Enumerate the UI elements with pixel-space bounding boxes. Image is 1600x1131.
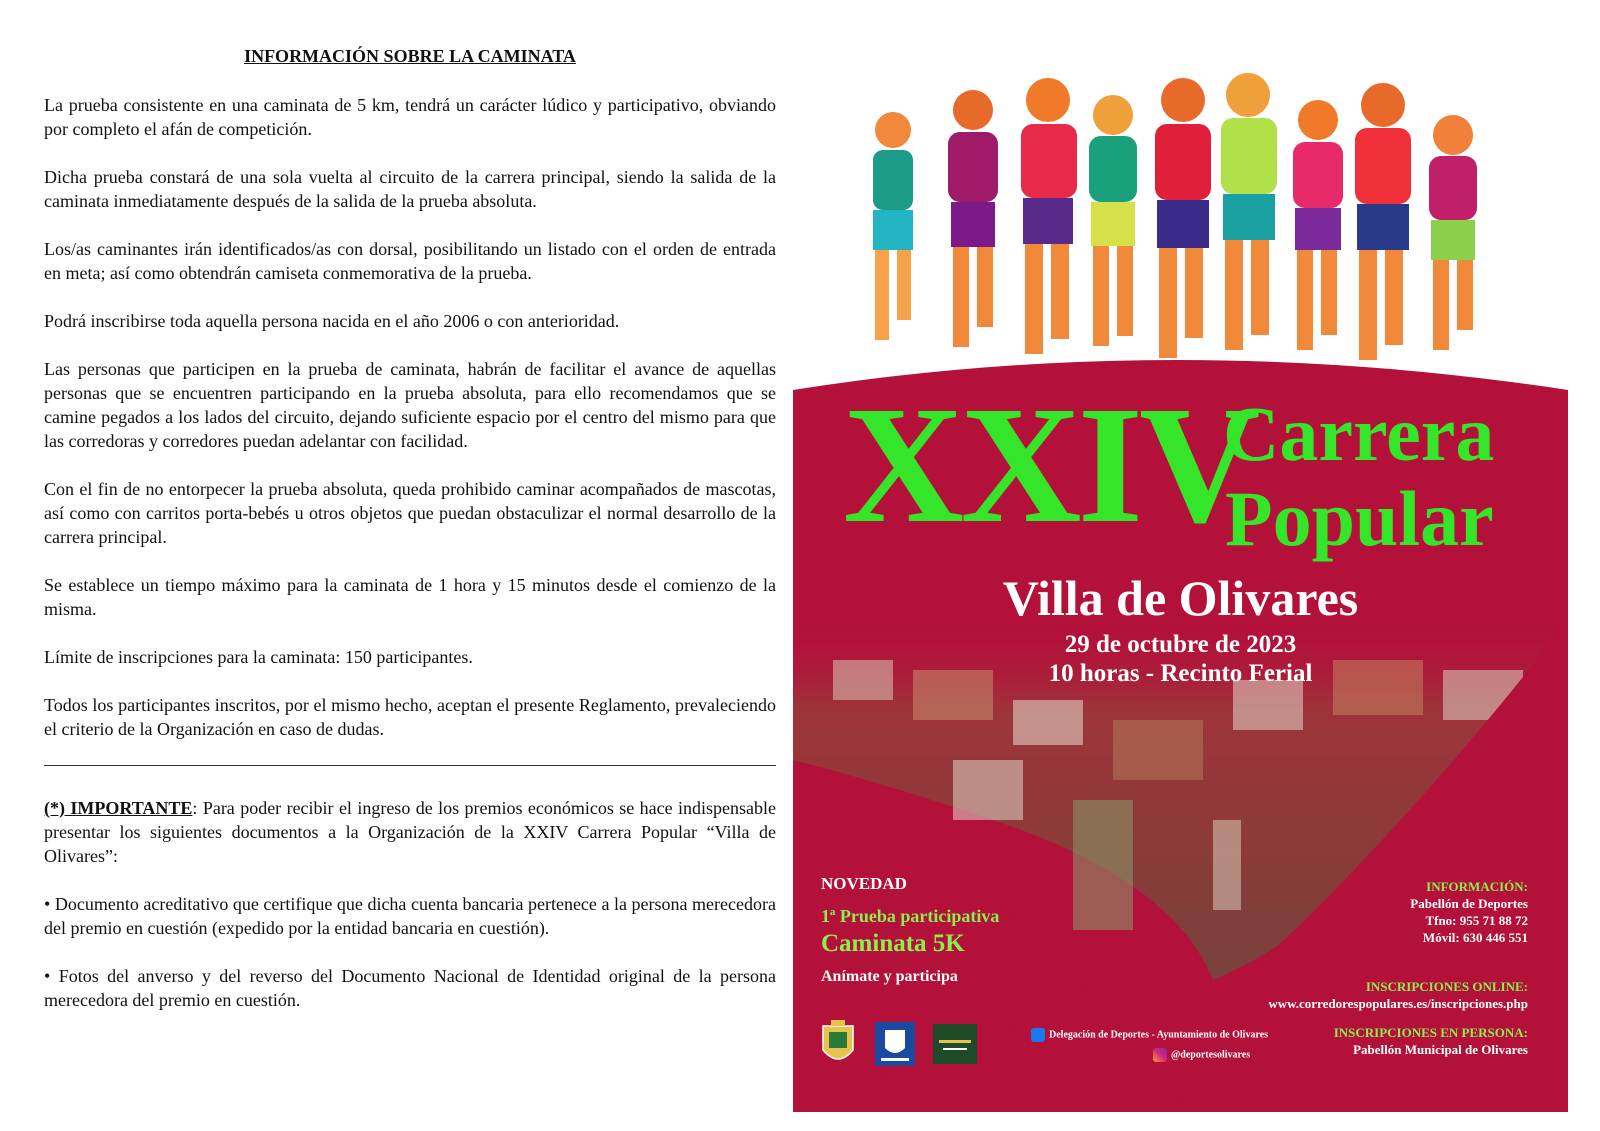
event-time-place: 10 horas - Recinto Ferial (1048, 660, 1313, 687)
in-person-block (1334, 1024, 1528, 1058)
facebook-row (1031, 1028, 1268, 1042)
bullet-item: • Fotos del anverso y del reverso del Documento Nacional de Identidad original de la persona merecedora del premio en cuestión. (44, 966, 776, 1010)
online-url: www.corredorespopulares.es/inscripciones.php (1268, 996, 1528, 1011)
info-place: Pabellón de Deportes (1410, 896, 1528, 911)
online-block (1268, 978, 1528, 1012)
title-villa: Villa de Olivares (1002, 570, 1359, 626)
novedad-label: NOVEDAD (821, 874, 907, 893)
paragraph: Se establece un tiempo máximo para la caminata de 1 hora y 15 minutos desde el comienzo de la misma. (44, 575, 776, 619)
info-block (1410, 878, 1528, 946)
paragraph: La prueba consistente en una caminata de 5 km, tendrá un carácter lúdico y participativo, obviando por completo el afán de competición. (44, 95, 776, 139)
runner (873, 112, 913, 340)
caminata-label: Caminata 5K (821, 930, 965, 957)
paragraph: Todos los participantes inscritos, por el mismo hecho, aceptan el presente Reglamento, prevaleciendo el criterio de la Organización en caso de dudas. (44, 695, 776, 739)
title-popular: Popular (1225, 475, 1494, 562)
facebook-icon (1031, 1028, 1045, 1042)
prueba-label: 1ª Prueba participativa (821, 906, 1000, 926)
sevilla-logo (933, 1024, 977, 1064)
runners-illustration (793, 60, 1568, 380)
paragraph: Los/as caminantes irán identificados/as con dorsal, posibilitando un listado con el orden de entrada en meta; así como obtendrán camiseta conmemorativa de la prueba. (44, 239, 776, 283)
town-crest-logo (821, 1018, 855, 1068)
event-date: 29 de octubre de 2023 (1064, 631, 1297, 658)
facebook-text: Delegación de Deportes - Ayuntamiento de Olivares (1049, 1029, 1269, 1041)
animate-label: Anímate y participa (821, 968, 958, 985)
paragraph: Podrá inscribirse toda aquella persona nacida en el año 2006 o con anterioridad. (44, 311, 620, 331)
in-person-heading: INSCRIPCIONES EN PERSONA: (1333, 1025, 1528, 1040)
important-paragraph (44, 796, 776, 868)
paragraph: Dicha prueba constará de una sola vuelta al circuito de la carrera principal, siendo la salida de la caminata inmediatamente después de la salida de la prueba absoluta. (44, 167, 776, 211)
document-title: INFORMACIÓN SOBRE LA CAMINATA (244, 46, 576, 66)
title-carrera: Carrera (1223, 390, 1495, 477)
instagram-icon (1153, 1048, 1167, 1062)
in-person-place: Pabellón Municipal de Olivares (1353, 1042, 1528, 1057)
divider (44, 765, 776, 766)
info-mobile: Móvil: 630 446 551 (1422, 930, 1528, 945)
info-document (44, 46, 776, 1036)
event-poster (793, 60, 1568, 1112)
bullet-item: • Documento acreditativo que certifique que dicha cuenta bancaria pertenece a la persona merecedora del premio en cuestión (expedido por la entidad bancaria en cuestión). (44, 894, 776, 938)
provincial-logo (875, 1022, 915, 1066)
important-text: : Para poder recibir el ingreso de los premios económicos se hace indispensable presentar los siguientes documentos a la Organización de la XXIV Carrera Popular “Villa de Olivares”: (44, 798, 776, 866)
online-heading: INSCRIPCIONES ONLINE: (1365, 979, 1528, 994)
instagram-row (1153, 1048, 1250, 1062)
info-phone: Tfno: 955 71 88 72 (1425, 913, 1528, 928)
important-label: (*) IMPORTANTE (44, 798, 193, 818)
instagram-text: @deportesolivares (1171, 1049, 1251, 1061)
edition-number: XXIV (843, 372, 1257, 558)
paragraph: Con el fin de no entorpecer la prueba absoluta, queda prohibido caminar acompañados de mascotas, así como con carritos porta-bebés u otros objetos que puedan obstaculizar el normal desarrollo de la carrera principal. (44, 479, 776, 547)
paragraph: Límite de inscripciones para la caminata: 150 participantes. (44, 647, 473, 667)
info-heading: INFORMACIÓN: (1426, 879, 1528, 894)
paragraph: Las personas que participen en la prueba de caminata, habrán de facilitar el avance de aquellas personas que se encuentren participando en la prueba absoluta, para ello recomendamos que se camine pegados a los lados del circuito, dejando suficiente espacio por el centro del mismo para que las corredoras y corredores puedan adelantar con facilidad. (44, 359, 776, 451)
